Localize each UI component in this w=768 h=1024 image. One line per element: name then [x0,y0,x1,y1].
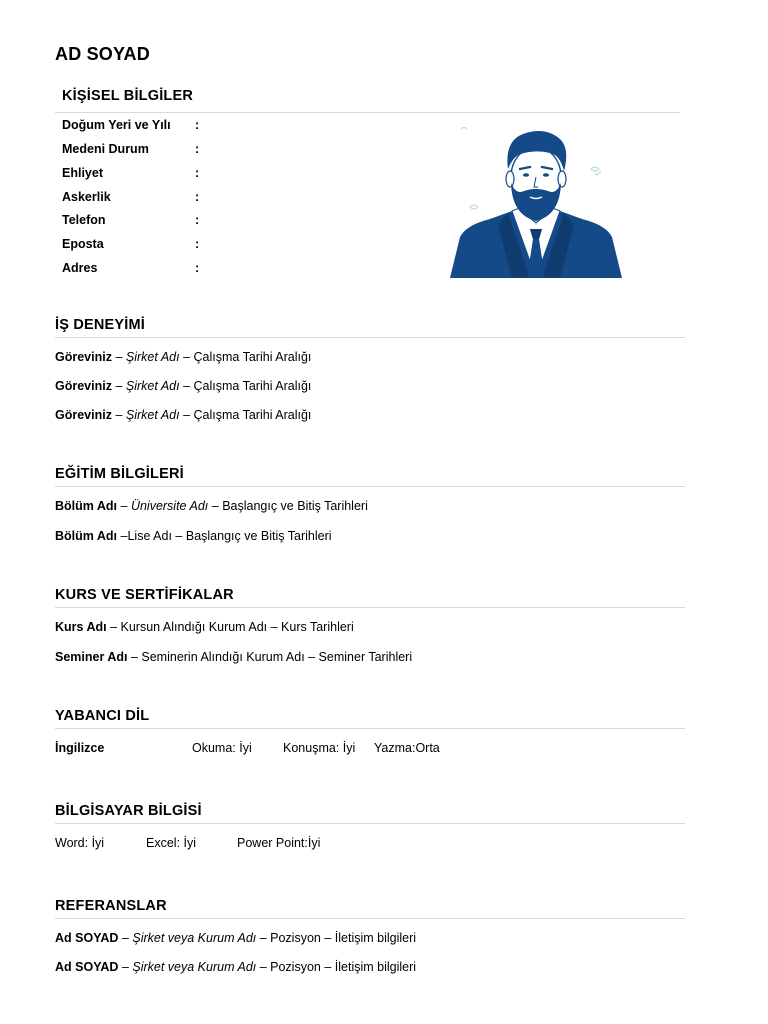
section-title-computer: BİLGİSAYAR BİLGİSİ [55,803,202,819]
education-item [55,529,332,543]
education-school: Lise Adı [127,529,172,543]
education-dates: Başlangıç ve Bitiş Tarihleri [222,499,368,513]
separator: – [117,499,131,513]
skill-excel: Excel: İyi [146,836,197,850]
experience-item [55,408,311,422]
section-title-languages: YABANCI DİL [55,708,150,724]
separator: – [111,379,126,393]
education-item [55,499,368,513]
seminar-details: – Seminerin Alındığı Kurum Adı – Seminer Tarihleri [127,650,413,664]
field-colon: : [195,166,200,180]
experience-dates: Çalışma Tarihi Aralığı [193,408,312,422]
separator: – [111,350,126,364]
field-colon: : [195,142,200,156]
separator: – [208,499,223,513]
separator: – [111,408,126,422]
course-item [55,620,354,634]
language-name: İngilizce [55,741,105,755]
experience-role: Göreviniz [55,379,112,393]
experience-item [55,379,311,393]
section-title-personal: KİŞİSEL BİLGİLER [62,88,194,104]
language-speaking: Konuşma: İyi [283,741,356,755]
skill-powerpoint: Power Point:İyi [237,836,321,850]
course-name: Kurs Adı [55,620,107,634]
reference-details: – Pozisyon – İletişim bilgileri [256,931,417,945]
education-department: Bölüm Adı [55,529,118,543]
section-divider [55,486,685,487]
section-divider [55,607,685,608]
section-divider [55,337,685,338]
experience-company: Şirket Adı [125,350,180,364]
reference-org: Şirket veya Kurum Adı [132,931,257,945]
language-writing: Yazma:Orta [374,741,440,755]
separator: – [118,960,133,974]
education-school: Üniversite Adı [130,499,209,513]
field-colon: : [195,237,200,251]
field-label-birth: Doğum Yeri ve Yılı [62,118,171,132]
field-colon: : [195,190,200,204]
seminar-name: Seminer Adı [55,650,128,664]
section-title-experience: İŞ DENEYİMİ [55,317,146,333]
education-dates: Başlangıç ve Bitiş Tarihleri [185,529,332,543]
reference-details: – Pozisyon – İletişim bilgileri [256,960,417,974]
language-reading: Okuma: İyi [192,741,252,755]
section-title-courses: KURS VE SERTİFİKALAR [55,587,234,603]
experience-dates: Çalışma Tarihi Aralığı [193,379,312,393]
field-label-marital: Medeni Durum [62,142,149,156]
experience-item [55,350,311,364]
education-department: Bölüm Adı [55,499,118,513]
section-divider [55,728,685,729]
reference-item [55,960,416,974]
experience-company: Şirket Adı [125,379,180,393]
field-label-address: Adres [62,261,98,275]
reference-name: Ad SOYAD [55,931,119,945]
experience-role: Göreviniz [55,350,112,364]
field-label-license: Ehliyet [62,166,103,180]
separator: – [179,408,194,422]
separator: – [117,529,128,543]
field-label-phone: Telefon [62,213,106,227]
section-divider [55,112,680,113]
separator: – [118,931,133,945]
field-colon: : [195,213,200,227]
reference-org: Şirket veya Kurum Adı [132,960,257,974]
separator: – [171,529,186,543]
field-label-email: Eposta [62,237,104,251]
skill-word: Word: İyi [55,836,105,850]
experience-company: Şirket Adı [125,408,180,422]
section-title-education: EĞİTİM BİLGİLERİ [55,466,184,482]
man-avatar-icon [450,125,622,278]
field-colon: : [195,118,200,132]
section-divider [55,918,685,919]
reference-item [55,931,416,945]
person-name: AD SOYAD [55,44,150,64]
section-title-references: REFERANSLAR [55,898,167,914]
experience-dates: Çalışma Tarihi Aralığı [193,350,312,364]
experience-role: Göreviniz [55,408,112,422]
reference-name: Ad SOYAD [55,960,119,974]
course-item [55,650,412,664]
section-divider [55,823,685,824]
field-label-military: Askerlik [62,190,111,204]
separator: – [179,379,194,393]
course-details: – Kursun Alındığı Kurum Adı – Kurs Tarihleri [106,620,354,634]
field-colon: : [195,261,200,275]
separator: – [179,350,194,364]
